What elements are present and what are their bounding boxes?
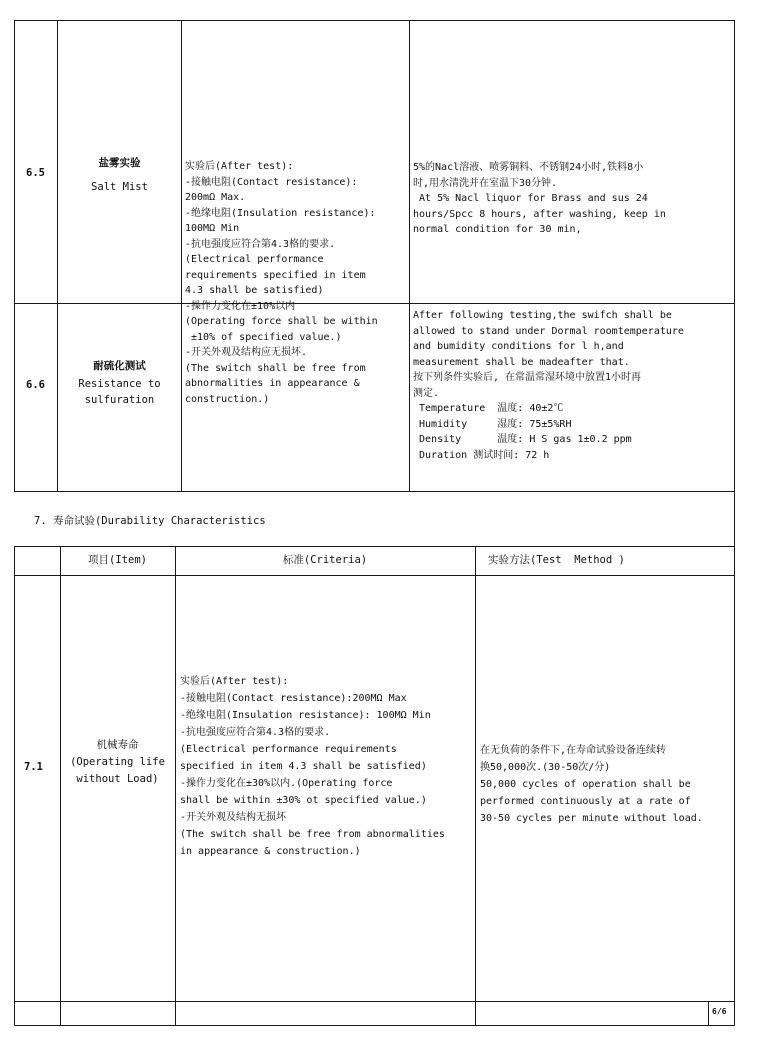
header-method: 实验方法(Test Method ) xyxy=(488,554,625,566)
criteria-text: 实验后(After test): -接触电阻(Contact resistance):200MΩ Max -绝缘电阻(Insulation resistance): 100MΩ Min -抗电强度应符合第4.3格的要求. (Electrical performance requirements specified in item 4.3 shall be satisfied) -操作力变化在±30%以内.(Operating force shall be within ±30% ot specified value.) -开关外观及结构无损坏 (The switch shall be free from abnormalities in appearance & construction.) xyxy=(180,676,445,857)
method-text: 在无负荷的条件下,在寿命试验设备连续转 换50,000次.(30-50次/分) 50,000 cycles of operation shall be performed continuously at a rate of 30-50 cycles per minute without load. xyxy=(480,745,703,824)
page-box-divider xyxy=(708,1001,709,1026)
item-name-zh: 耐硫化测试 xyxy=(93,360,146,372)
item-name-en: Resistance to sulfuration xyxy=(78,378,161,406)
row-divider xyxy=(14,575,735,576)
table-border-right xyxy=(734,20,735,1026)
header-item: 项目(Item) xyxy=(88,554,147,566)
col-divider xyxy=(409,20,410,492)
table-border-left xyxy=(14,20,15,492)
item-name-en: Salt Mist xyxy=(91,181,148,193)
row-number: 7.1 xyxy=(24,761,43,773)
table-border-top xyxy=(14,546,735,547)
row-divider xyxy=(14,491,735,492)
method-text: 5%的Nacl溶液、喷雾铜料、不锈钢24小时,铁料8小 时,用水清洗并在室温下30分钟. At 5% Nacl liquor for Brass and sus 24 hours/Spcc 8 hours, after washing, keep in normal condition for 30 min, xyxy=(413,162,666,235)
item-name-zh: 盐雾实验 xyxy=(98,157,141,169)
col-divider xyxy=(57,20,58,492)
header-criteria: 标准(Criteria) xyxy=(282,554,368,566)
method-text: After following testing,the swifch shall be allowed to stand under Dormal roomtemperature and bumidity conditions for l h,and measurement shall be madeafter that. 按下列条件实验后, 在常温常湿环境中放置1小时再 测定. Temperature 温度: 40±2℃ Humidity 湿度: 75±5%RH Density 温度: H S gas 1±0.2 ppm Duration 测试时间: 72 h xyxy=(413,310,684,461)
col-divider xyxy=(181,20,182,492)
table-border-left xyxy=(14,546,15,1026)
col-divider xyxy=(475,546,476,1026)
table-border-top xyxy=(14,20,735,21)
row-number: 6.6 xyxy=(26,379,45,391)
row-number: 6.5 xyxy=(26,167,45,179)
table-border-bottom xyxy=(14,1025,735,1026)
col-divider xyxy=(175,546,176,1026)
criteria-text: 实验后(After test): -接触电阻(Contact resistance): 200mΩ Max. -绝缘电阻(Insulation resistance): 100MΩ Min -抗电强度应符合第4.3格的要求. (Electrical performance requirements specified in item 4.3 shall be satisfied) -操作力变化在±10%以内 (Operating force shall be within ±10% of specified value.) -开关外观及结构应无损坏. (The switch shall be free from abnormalities in appearance & construction.) xyxy=(185,161,378,405)
page-number: 6/6 xyxy=(712,1007,727,1016)
item-name: 机械寿命 (Operating life without Load) xyxy=(70,739,165,785)
section-title: 7. 寿命试验(Durability Characteristics xyxy=(34,515,266,527)
row-divider xyxy=(14,1001,735,1002)
